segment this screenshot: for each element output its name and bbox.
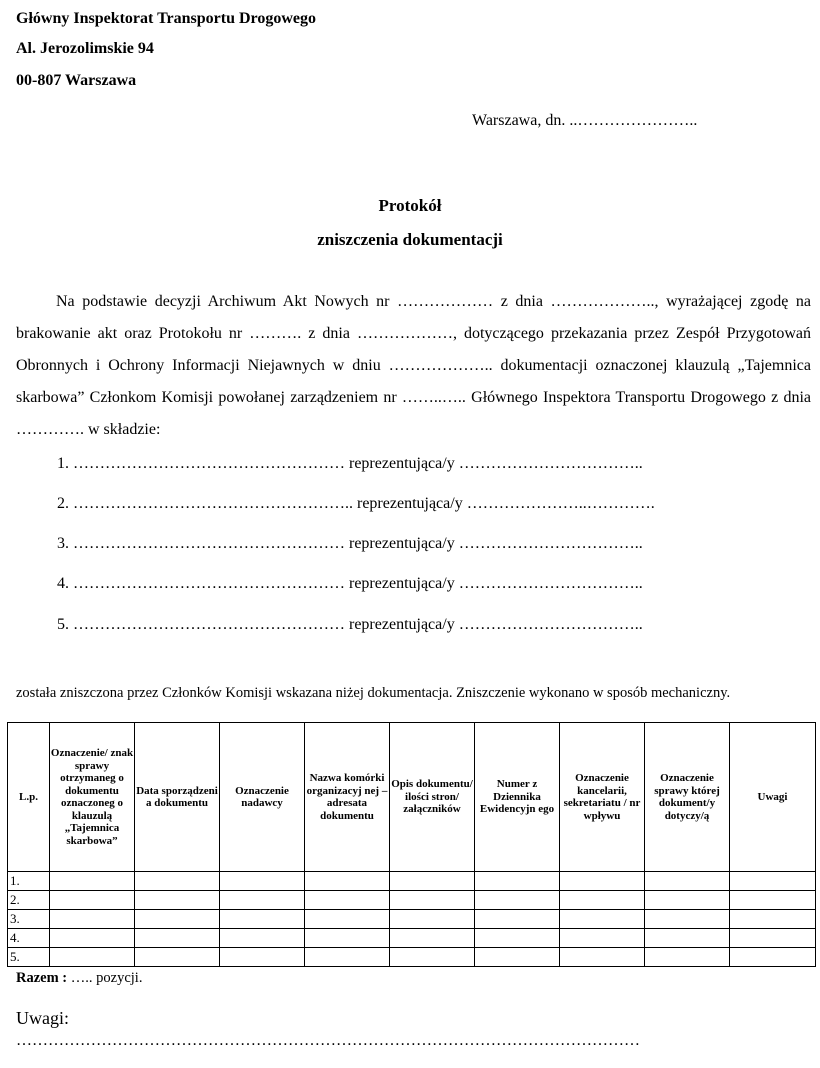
table-cell — [390, 929, 475, 948]
remarks-dotted-line: ……………………………………………………………………………………………………… — [16, 1032, 640, 1049]
document-title: Protokół — [378, 196, 442, 215]
table-cell — [645, 929, 730, 948]
table-cell — [135, 948, 220, 967]
table-cell — [305, 929, 390, 948]
table-cell — [50, 891, 135, 910]
table-row — [8, 948, 816, 967]
table-cell — [220, 948, 305, 967]
table-cell — [305, 910, 390, 929]
table-cell — [560, 891, 645, 910]
table-cell — [390, 891, 475, 910]
table-cell — [135, 891, 220, 910]
table-cell — [135, 872, 220, 891]
table-cell — [305, 872, 390, 891]
table-cell — [135, 929, 220, 948]
document-subtitle: zniszczenia dokumentacji — [317, 230, 503, 249]
col-header-sender: Oznaczenie nadawcy — [220, 723, 305, 872]
table-header-row — [8, 723, 816, 872]
table-cell — [475, 891, 560, 910]
table-cell — [475, 948, 560, 967]
table-cell — [135, 910, 220, 929]
table-cell — [730, 891, 816, 910]
table-cell — [50, 929, 135, 948]
col-header-remarks: Uwagi — [730, 723, 816, 872]
table-row — [8, 872, 816, 891]
table-cell — [475, 910, 560, 929]
table-cell — [730, 872, 816, 891]
date-line: Warszawa, dn. ..………………….. — [472, 112, 698, 129]
col-header-date: Data sporządzeni a dokumentu — [135, 723, 220, 872]
table-cell — [730, 948, 816, 967]
table-cell — [645, 910, 730, 929]
col-header-register-number: Numer z Dziennika Ewidencyjn ego — [475, 723, 560, 872]
col-header-lp: L.p. — [8, 723, 50, 872]
main-paragraph-text: Na podstawie decyzji Archiwum Akt Nowych nr ……………… z dnia ……………….., wyrażającej zgodę na brakowanie akt oraz Protokołu nr ………. z dnia ………………, dotyczącego przekazania przez Zespół Przygotowań Obronnych i Ochrony Informacji Niejawnych w dniu ……………….. dokumentacji oznaczonej klauzulą „Tajemnica skarbowa” Członkom Komisji powołanej zarządzeniem nr ……..….. Głównego Inspektora Transportu Drogowego z dnia …………. w składzie: — [16, 293, 811, 438]
institution-street: Al. Jerozolimskie 94 — [16, 40, 154, 57]
table-cell — [390, 872, 475, 891]
table-cell — [475, 872, 560, 891]
table-cell — [390, 910, 475, 929]
table-cell — [475, 929, 560, 948]
member-line-1: 1. …………………………………………… reprezentująca/y …………………………….. — [57, 455, 643, 472]
institution-city: 00-807 Warszawa — [16, 72, 137, 89]
member-line-3: 3. …………………………………………… reprezentująca/y …………………………….. — [57, 535, 643, 552]
member-line-4: 4. …………………………………………… reprezentująca/y …………………………….. — [57, 575, 643, 592]
table-cell — [50, 910, 135, 929]
row-number: 1. — [8, 872, 50, 891]
col-header-case: Oznaczenie sprawy której dokument/y dotyczy/ą — [645, 723, 730, 872]
main-paragraph — [16, 286, 811, 446]
institution-name: Główny Inspektorat Transportu Drogowego — [16, 10, 317, 27]
row-number: 3. — [8, 910, 50, 929]
destruction-table — [7, 722, 816, 967]
col-header-chancellery: Oznaczenie kancelarii, sekretariatu / nr wpływu — [560, 723, 645, 872]
col-header-description: Opis dokumentu/ ilości stron/ załączników — [390, 723, 475, 872]
table-cell — [390, 948, 475, 967]
row-number: 4. — [8, 929, 50, 948]
table-intro: została zniszczona przez Członków Komisji wskazana niżej dokumentacja. Zniszczenie wykonano w sposób mechaniczny. — [16, 685, 731, 701]
table-cell — [645, 891, 730, 910]
row-number: 2. — [8, 891, 50, 910]
table-cell — [645, 948, 730, 967]
table-row — [8, 910, 816, 929]
table-cell — [220, 891, 305, 910]
row-number: 5. — [8, 948, 50, 967]
table-row — [8, 891, 816, 910]
col-header-case-mark: Oznaczenie/ znak sprawy otrzymaneg o dokumentu oznaczoneg o klauzulą „Tajemnica skarbowa” — [50, 723, 135, 872]
table-cell — [50, 872, 135, 891]
table-cell — [305, 948, 390, 967]
table-row — [8, 929, 816, 948]
total-label: Razem : — [16, 970, 68, 986]
table-cell — [560, 910, 645, 929]
col-header-addressee: Nazwa komórki organizacyj nej – adresata dokumentu — [305, 723, 390, 872]
table-cell — [560, 948, 645, 967]
table-cell — [220, 929, 305, 948]
table-cell — [220, 910, 305, 929]
total-line — [16, 970, 142, 987]
table-cell — [50, 948, 135, 967]
total-value: ….. pozycji. — [67, 970, 143, 986]
table-cell — [645, 872, 730, 891]
table-cell — [560, 929, 645, 948]
table-cell — [730, 910, 816, 929]
table-cell — [560, 872, 645, 891]
table-cell — [305, 891, 390, 910]
member-line-2: 2. …………………………………………….. reprezentująca/y …………………..…………. — [57, 495, 655, 512]
table-cell — [220, 872, 305, 891]
remarks-label: Uwagi: — [16, 1008, 69, 1028]
member-line-5: 5. …………………………………………… reprezentująca/y …………………………….. — [57, 616, 643, 633]
table-cell — [730, 929, 816, 948]
